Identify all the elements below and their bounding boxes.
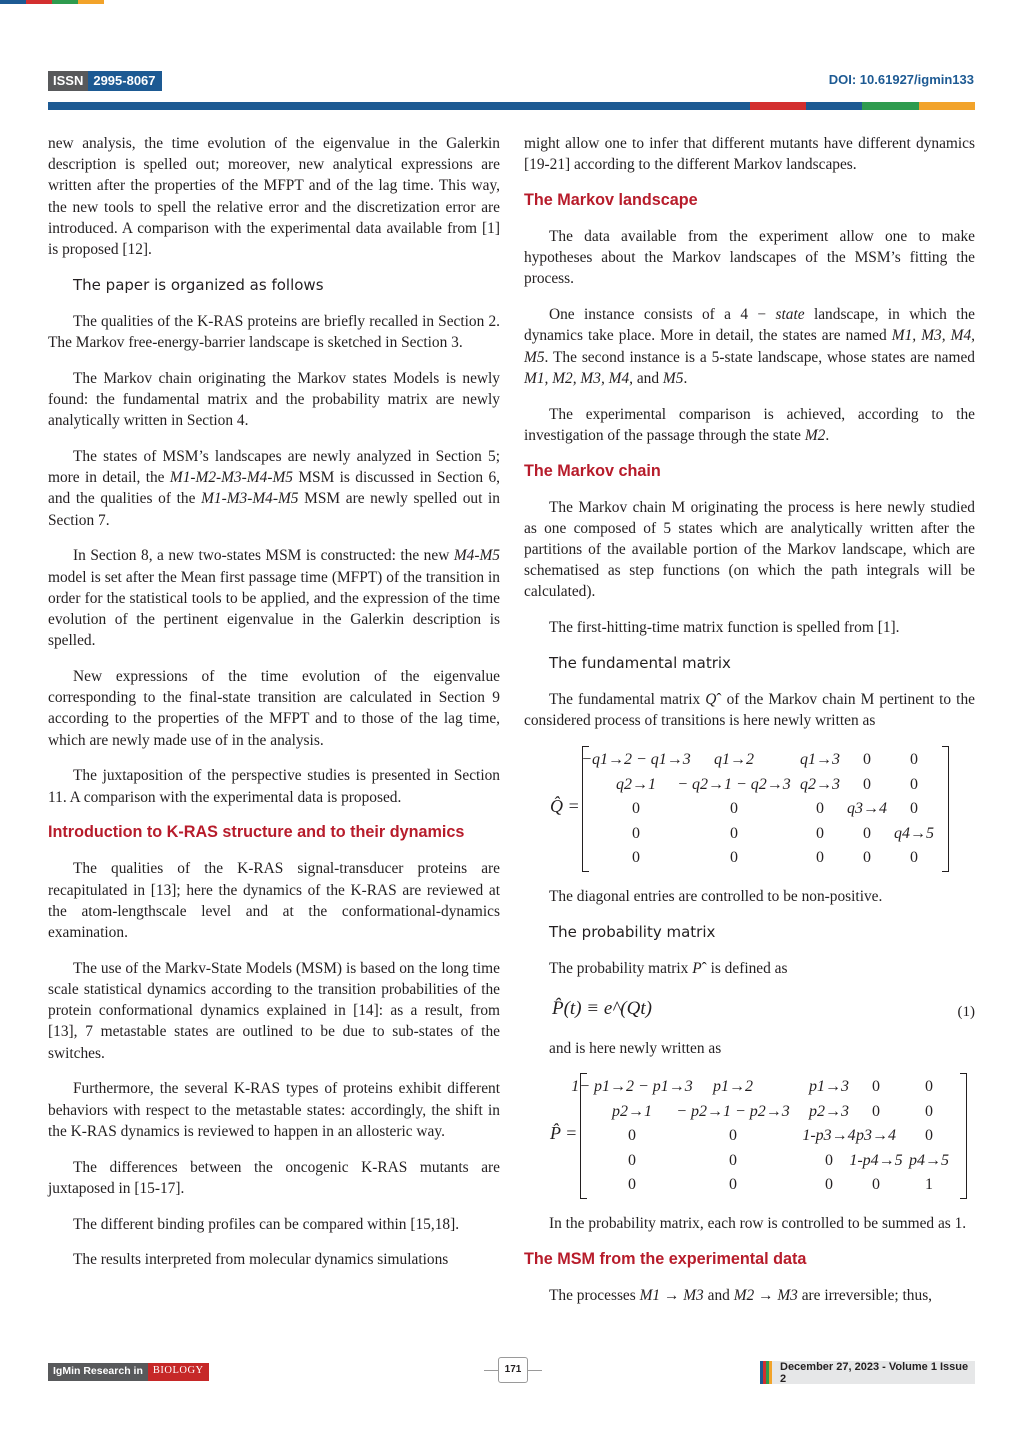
section-heading: The MSM from the experimental data bbox=[524, 1250, 807, 1269]
matrix-cell: 1-p4→5 bbox=[849, 1151, 903, 1169]
matrix-cell: q1→3 bbox=[800, 751, 840, 769]
matrix-cell: q3→4 bbox=[847, 800, 887, 818]
matrix-cell: q4→5 bbox=[894, 824, 934, 842]
right-column bbox=[524, 133, 975, 1321]
paragraph: and is here newly written as bbox=[549, 1039, 722, 1057]
page-number-rule bbox=[528, 1370, 542, 1371]
matrix-cell: −q1→2 − q1→3 bbox=[581, 751, 691, 769]
matrix-cell: q2→3 bbox=[800, 775, 840, 793]
page-number: 171 bbox=[498, 1357, 528, 1383]
matrix-cell: 0 bbox=[825, 1176, 833, 1194]
paragraph: In the probability matrix, each row is controlled to be summed as 1. bbox=[549, 1215, 967, 1233]
matrix-cell: − p2→1 − p2→3 bbox=[676, 1102, 790, 1120]
matrix-cell: 0 bbox=[925, 1102, 933, 1120]
matrix-cell: p1→3 bbox=[809, 1078, 849, 1096]
matrix-cell: 0 bbox=[910, 775, 918, 793]
paragraph: The states of MSM’s landscapes are newly analyzed in Section 5; more in detail, the M1-M2-M3-M4-M5 MSM is discussed in Section 6, and the qualities of the M1-M3-M4-M5 MSM are newly spelled out in Section 7. bbox=[48, 448, 500, 529]
matrix-cell: p3→4 bbox=[856, 1127, 896, 1145]
matrix-cell: 0 bbox=[825, 1151, 833, 1169]
matrix-cell: 0 bbox=[730, 824, 738, 842]
paragraph: The experimental comparison is achieved, according to the investigation of the passage through the state M2. bbox=[524, 405, 975, 444]
issn-value: 2995-8067 bbox=[88, 71, 161, 91]
subsection-heading: The probability matrix bbox=[549, 922, 716, 941]
paragraph: The first-hitting-time matrix function is spelled from [1]. bbox=[549, 619, 900, 637]
paragraph: The Markov chain originating the Markov states Models is newly found: the fundamental matrix and the probability matrix are newly analytically written in Section 4. bbox=[48, 369, 500, 430]
matrix-cell: 0 bbox=[730, 800, 738, 818]
left-column bbox=[48, 133, 500, 1285]
matrix-cell: 0 bbox=[872, 1102, 880, 1120]
matrix-cell: p2→1 bbox=[612, 1102, 652, 1120]
color-bars bbox=[760, 1361, 772, 1384]
section-heading: The Markov landscape bbox=[524, 191, 698, 209]
issn-label: ISSN bbox=[48, 71, 88, 91]
paragraph: The results interpreted from molecular dynamics simulations bbox=[73, 1251, 449, 1269]
section-heading: The Markov chain bbox=[524, 461, 661, 480]
matrix-cell: 0 bbox=[816, 849, 824, 867]
paragraph: new analysis, the time evolution of the eigenvalue in the Galerkin description is spelled out; moreover, new analytical expressions are written after the properties of the MFPT and of the lag time. This way, the new tools to spell the relative error and the discretization error are introduced. A comparison with the experimental data available from [1] is proposed [12]. bbox=[48, 135, 500, 259]
paragraph: might allow one to infer that different mutants have different dynamics [19-21] according to the different Markov landscapes. bbox=[524, 135, 975, 174]
journal-subject: BIOLOGY bbox=[148, 1363, 209, 1381]
matrix-cell: 0 bbox=[925, 1127, 933, 1145]
doi-link[interactable]: DOI: 10.61927/igmin133 bbox=[828, 72, 974, 87]
matrix-cell: 0 bbox=[863, 849, 871, 867]
paragraph: The probability matrix Pˆ is defined as bbox=[549, 959, 788, 977]
matrix-cell: 0 bbox=[632, 800, 640, 818]
issn-badge bbox=[48, 71, 162, 91]
matrix-cell: 0 bbox=[628, 1176, 636, 1194]
matrix-cell: 0 bbox=[628, 1127, 636, 1145]
matrix-cell: 0 bbox=[925, 1078, 933, 1096]
page-number-rule bbox=[484, 1370, 498, 1371]
matrix-cell: 0 bbox=[632, 824, 640, 842]
equation-1 bbox=[524, 994, 975, 1028]
journal-badge bbox=[48, 1363, 209, 1381]
matrix-cell: 0 bbox=[816, 824, 824, 842]
matrix-cell: 0 bbox=[730, 849, 738, 867]
probability-matrix bbox=[524, 1073, 975, 1199]
matrix-cell: 0 bbox=[872, 1176, 880, 1194]
matrix-cell: q2→1 bbox=[616, 775, 656, 793]
paragraph: The fundamental matrix Qˆ of the Markov chain M pertinent to the considered process of transitions is here newly written as bbox=[524, 691, 975, 730]
matrix-cell: 0 bbox=[816, 800, 824, 818]
matrix-cell: 0 bbox=[729, 1176, 737, 1194]
matrix-cell: 0 bbox=[872, 1078, 880, 1096]
matrix-cell: 1− p1→2 − p1→3 bbox=[571, 1078, 693, 1096]
matrix-lhs: P̂ = bbox=[550, 1123, 578, 1144]
matrix-cell: 0 bbox=[863, 751, 871, 769]
equation-body: P̂(t) ≡ e^(Qt) bbox=[552, 997, 652, 1019]
matrix-cell: 0 bbox=[729, 1127, 737, 1145]
matrix-cell: 0 bbox=[632, 849, 640, 867]
matrix-cell: q1→2 bbox=[714, 751, 754, 769]
paragraph: The data available from the experiment allow one to make hypotheses about the Markov landscapes of the MSM’s fitting the process. bbox=[524, 228, 975, 288]
matrix-cell: 0 bbox=[910, 800, 918, 818]
journal-name: IgMin Research in bbox=[48, 1363, 148, 1381]
paragraph: One instance consists of a 4 − state landscape, in which the dynamics take place. More in detail, the states are named M1, M3, M4, M5. The second instance is a 5-state landscape, whose states are named M1, M2, M3, M4, and M5. bbox=[524, 306, 975, 387]
matrix-cell: 0 bbox=[863, 824, 871, 842]
paragraph: The different binding profiles can be compared within [15,18]. bbox=[73, 1215, 460, 1233]
issue-date-badge bbox=[760, 1361, 975, 1384]
matrix-cell: 0 bbox=[910, 751, 918, 769]
matrix-cell: p2→3 bbox=[809, 1102, 849, 1120]
matrix-cell: 1-p3→4 bbox=[802, 1127, 856, 1145]
matrix-cell: 1 bbox=[925, 1176, 933, 1194]
equation-number: (1) bbox=[957, 1003, 975, 1020]
paragraph: New expressions of the time evolution of the eigenvalue corresponding to the final-state transition are calculated in Section 9 according to the properties of the MFPT and to those of the lag time, which are newly made use of in the analysis. bbox=[48, 668, 500, 749]
issue-date: December 27, 2023 - Volume 1 Issue 2 bbox=[780, 1360, 969, 1385]
fundamental-matrix bbox=[524, 746, 975, 872]
paragraph: Furthermore, the several K-RAS types of proteins exhibit different behaviors with respect to the metastable states: accordingly, the shift in the K-RAS dynamics is reviewed to happen in an allosteric way. bbox=[48, 1080, 500, 1140]
header-rule bbox=[48, 102, 975, 110]
subsection-heading: The fundamental matrix bbox=[549, 654, 731, 673]
subsection-heading: The paper is organized as follows bbox=[73, 275, 324, 294]
paragraph: The processes M1 → M3 and M2 → M3 are irreversible; thus, bbox=[549, 1287, 933, 1305]
matrix-cell: p1→2 bbox=[713, 1078, 753, 1096]
top-color-strip bbox=[0, 0, 104, 4]
paragraph: The qualities of the K-RAS signal-transducer proteins are recapitulated in [13]; here the dynamics of the K-RAS are reviewed at the atom-lengthscale level and at the conformational-dynamics examination. bbox=[48, 860, 500, 942]
matrix-lhs: Q̂ = bbox=[550, 796, 580, 817]
section-heading: Introduction to K-RAS structure and to their dynamics bbox=[48, 823, 465, 842]
paragraph: The use of the Markv-State Models (MSM) is based on the long time scale statistical dynamics according to the transition probabilities of the protein conformational dynamics explained in [14]: as a result, from [13], 7 metastable states are outlined to be due to sub-states of the switches. bbox=[48, 959, 500, 1062]
matrix-cell: 0 bbox=[628, 1151, 636, 1169]
paragraph: The differences between the oncogenic K-RAS mutants are juxtaposed in [15-17]. bbox=[48, 1158, 500, 1197]
paragraph: The qualities of the K-RAS proteins are briefly recalled in Section 2. The Markov free-energy-barrier landscape is sketched in Section 3. bbox=[48, 312, 500, 352]
paragraph: The juxtaposition of the perspective studies is presented in Section 11. A comparison with the experimental data is proposed. bbox=[48, 767, 500, 806]
matrix-cell: − q2→1 − q2→3 bbox=[677, 775, 791, 793]
matrix-cell: 0 bbox=[863, 775, 871, 793]
paragraph: In Section 8, a new two-states MSM is constructed: the new M4-M5 model is set after the Mean first passage time (MFPT) of the transition in order for the statistical tools to be applied, and the expression of the time evolution of the pertinent eigenvalue in the Galerkin description is spelled. bbox=[48, 547, 500, 650]
matrix-cell: 0 bbox=[729, 1151, 737, 1169]
matrix-cell: 0 bbox=[910, 849, 918, 867]
paragraph: The diagonal entries are controlled to be non-positive. bbox=[549, 888, 883, 906]
matrix-cell: p4→5 bbox=[909, 1151, 949, 1169]
paragraph: The Markov chain M originating the process is here newly studied as one composed of 5 states which are analytically written after the partitions of the available portion of the Markov landscape, which are schematised as step functions (on which the path integrals will be calculated). bbox=[524, 498, 975, 601]
